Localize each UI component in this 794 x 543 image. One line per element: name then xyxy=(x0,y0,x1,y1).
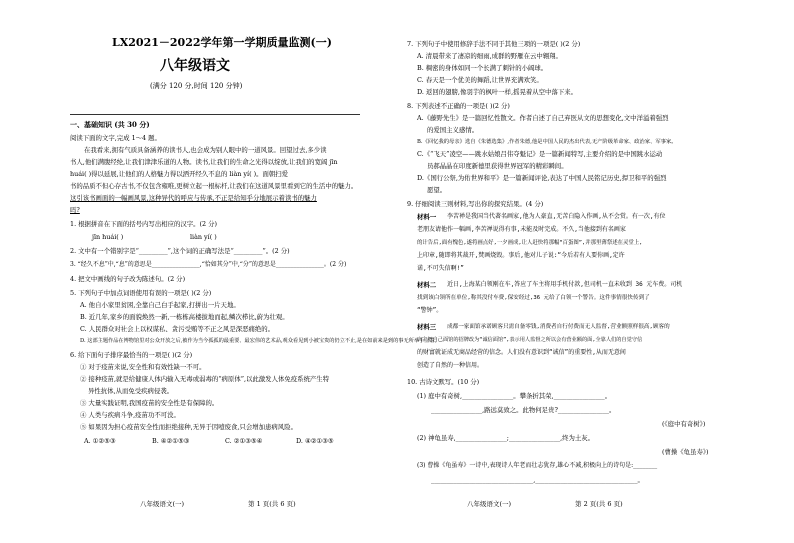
option-b: B.《回忆我的母亲》选自《朱德选集》,作者朱德,他是中国人民的杰出代表,无产阶级革命家、政治家、军事家。 xyxy=(417,139,677,145)
passage-line: 在我看来,拥有气质具备涵养的读书人,也会成为别人眼中的一道风景。回望过去,多少读 xyxy=(84,146,327,154)
option-d: D.《国行公祭,为佑世界和平》是一篇新闻评论,表达了中国人民铭记历史,捍卫和平的强烈 xyxy=(417,174,667,182)
poem-line: (2) 神龟虽寿,________________;________________,终为土灰。 xyxy=(417,434,595,442)
sentence-item: 异性抗体,从而免受疾病侵袭。 xyxy=(88,387,174,395)
question-4: 4. 把文中画线的句子改为陈述句。(2 分) xyxy=(70,275,186,283)
sentence-item: ① 对于疫苗来说,安全性和有效性缺一不可。 xyxy=(80,363,206,371)
option-b: B. ④②①⑤③ xyxy=(152,437,190,445)
poem-source: (曹操《龟虽寿》) xyxy=(662,448,709,456)
passage-line: 书的品质不但心存古书,不仅包含雍唯,更树立起一根标杆,让我们在这道风景里看到它的生活中的魅力。 xyxy=(70,182,358,190)
sentence-item: ⑤ 如果因为担心疫苗安全性而拒绝接种,无异于因噎废食,只会增加患病风险。 xyxy=(80,423,297,431)
underlined-sentence: 这引该书画面的一幅画风景,这种异代的呼应与传承,不正是给知乎分地展示着读书的魅力 xyxy=(70,194,317,202)
option-a: A. 清晨带来了凄凉的细雨,成群的野雁在云中翱翔。 xyxy=(417,52,562,60)
question-1: 1. 根据拼音在下面的括号内写出相应的汉字。(2 分) xyxy=(70,220,218,228)
option-b: B. 近几年,家乡的面貌焕然一新,一栋栋高楼拔地而起,鳞次栉比,蔚为壮观。 xyxy=(80,313,289,321)
passage-line: 书人,他们满腹经纶,让我们津津乐道的人物。读书,让我们的生命之光得以绽放,让我们的宽阔 jīn xyxy=(70,158,338,166)
sentence-item: ④ 人类与疾病斗争,疫苗功不可没。 xyxy=(80,411,180,419)
material-line: 创造了自然的一种信用。 xyxy=(417,362,484,369)
exam-subject: 八年级语文 xyxy=(160,58,230,74)
option-c: C. ②①③⑤④ xyxy=(225,437,263,445)
footer-page: 第 1 页(共 6 页) xyxy=(248,500,296,508)
option-d-cont: 愿望。 xyxy=(427,186,447,194)
option-d: D. 返回的翅膀,像羽芋的枫叶一样,摇晃着从空中落下来。 xyxy=(417,88,578,96)
material-line: 近日,上海某白领刚在车,答应了车主将用手机付款,但司机一直未收到 36 元车费。司机 xyxy=(447,281,683,288)
sentence-item: ② 接种疫苗,就是给健康人体内输入无毒或弱毒的“病原体”,以此激发人体免疫系统产生特 xyxy=(80,375,330,383)
question-10: 10. 古诗文默写。(10 分) xyxy=(407,378,480,386)
question-2: 2. 文中有一个错别字是“_________”,这个词的正确写法是“_________”。(2 分) xyxy=(70,247,290,255)
poem-line: ________________________________,________________________________。 xyxy=(431,476,644,484)
option-a: A.《藤野先生》是一篇回忆性散文。作者自述了自己弃医从文的思想变化,文中洋溢着强烈 xyxy=(417,114,669,122)
material-line: 的计告后,面有愧色,遂将画点好,一夕画成,让人赶快将那幅“百蛋图”,并那里薄祭述在灵堂上, xyxy=(417,240,643,246)
option-c: C. 春天是一个优美的舞蹈,让世界充满欢笑。 xyxy=(417,76,543,84)
pinyin-a: jīn huái( ) xyxy=(92,233,124,241)
question-5: 5. 下列句子中加点词语使用有误的一项是( )(2 分) xyxy=(70,289,212,297)
pinyin-b: liàn yí( ) xyxy=(190,233,217,241)
exam-title: LX2021－2022学年第一学期质量监测(一) xyxy=(112,36,332,49)
poem-line: (3) 曹操《龟虽寿》一诗中,表现诗人年老而壮志犹存,雄心不减,积极向上的诗句是:________ xyxy=(417,462,658,469)
material-3-label: 材料三 xyxy=(417,323,437,331)
material-line: 店主把自己面馆的招牌改为“诚信面馆”,表示用人监督之所以会有营业额的面,全靠人们的自觉守信 xyxy=(417,337,643,343)
question-6: 6. 给下面句子排序最恰当的一项是( )(2 分) xyxy=(70,351,193,359)
footer-subject: 八年级语文(一) xyxy=(140,500,185,508)
footer-page: 第 2 页(共 6 页) xyxy=(575,500,623,508)
material-2-label: 材料二 xyxy=(417,281,437,289)
passage-line: huái( )得以延展,让他们的人格魅力得以洒开经久不息的 liàn yí( )。面朝扫爱 xyxy=(70,170,289,178)
question-9: 9. 仔细阅读三则材料,写出你的探究结果。(4 分) xyxy=(407,200,544,208)
underlined-sentence-end: 吗? xyxy=(70,206,80,214)
page-2 xyxy=(397,0,794,543)
material-1-label: 材料一 xyxy=(417,213,437,221)
divider xyxy=(70,114,360,115)
exam-meta: (满分 120 分,时间 120 分钟) xyxy=(150,82,243,90)
option-c: C. 人民群众对社会上以权谋私、贪污受贿等不正之风是深恶痛绝的。 xyxy=(80,325,275,333)
material-line: “警钟”。 xyxy=(417,307,443,314)
option-d: D. 这部主题作品在博物馆里对公众开放之后,被作为当今孤孤的最重要、最宏伟的艺术品,观众看见到小被宝贵的仍立不止,是在如前来是到的事无所举手立着。 xyxy=(80,338,440,344)
poem-line: ________________,路远莫致之。此物何足贵?________________。 xyxy=(431,406,616,414)
material-line: 老朋友请他作一幅画,李苦禅说得有事,未能及时完成。不久,当他接到有名画家 xyxy=(417,226,626,233)
option-a: A. 他自小家里贫困,全靠自己白手起家,打拼出一片天地。 xyxy=(80,301,240,309)
material-line: 上印章,随即将其裁开,焚画烧毁。事后,他对儿子说:“今后若有人要你画,定许 xyxy=(417,252,625,259)
question-8: 8. 下列表述不正确的一项是( )(2 分) xyxy=(407,102,510,110)
material-line: 成都一家面馆承诺顾客只需自备零钱,消费者自行付费而无人监督,营业额照样很高,顾客的 xyxy=(447,324,670,330)
section-heading: 一、基础知识 (共 30 分) xyxy=(70,120,150,129)
poem-line: (1) 庭中有奇树,________________。攀条折其荣,________________。 xyxy=(417,392,612,400)
footer-subject: 八年级语文(一) xyxy=(467,500,512,508)
sentence-item: ③ 大量实践证明,我国疫苗的安全性是有保障的。 xyxy=(80,399,219,407)
intro-text: 阅读下面的文字,完成 1～4 题。 xyxy=(70,134,161,142)
material-line: 的财富就证成无商品经营的信念。人们没有意识到“诚信”的重要性,从而无意间 xyxy=(417,349,626,356)
option-b: B. 稠密的身体如同一个长满了刺针的小阔球。 xyxy=(417,64,548,72)
option-a-cont: 的爱国主义感情。 xyxy=(427,126,479,134)
option-c: C.《“飞天”凌空——跳水姑娘吕伟夺魁记》是一篇新闻特写,主要介绍的是中国跳水运动 xyxy=(417,150,663,158)
question-7: 7. 下列句子中使用修辞手法不同于其他三项的一项是( )(2 分) xyxy=(407,40,581,48)
poem-source: (《庭中有奇树》) xyxy=(662,420,706,428)
material-line: 李苦禅是我国当代著名画家,他为人豪直,无苦白隐入作画,从不会赏。有一次,有位 xyxy=(447,213,666,220)
question-3: 3. “经久不息”中,“息”的意思是________________,“恰如其分”中,“分”的意思是________________。(2 分) xyxy=(70,261,347,268)
option-c-cont: 员郝晶晶在印度新德里获得世界冠军的精彩瞬间。 xyxy=(427,162,568,170)
material-line: 找到该白领所在单位,称其没付车费,保安经过,36 元给了白领一个警告。这件事情很快传到了 xyxy=(417,295,650,301)
option-d: D. ④②①③⑤ xyxy=(296,437,334,445)
option-a: A. ①②⑤③ xyxy=(84,437,116,445)
material-line: 诺,不可失信啊!” xyxy=(417,265,464,272)
